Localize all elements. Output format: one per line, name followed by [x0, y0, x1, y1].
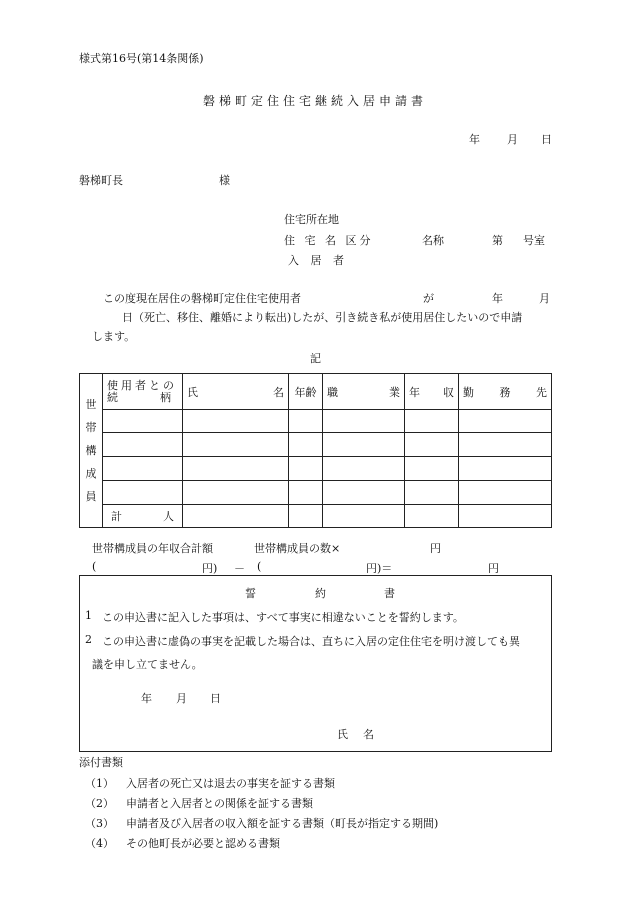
attachment-num: （1）	[85, 777, 114, 790]
member-count-label: 世帯構成員の数×	[254, 542, 341, 555]
attachment-text: 申請者と入居者との関係を証する書類	[126, 797, 313, 810]
ki-mark: 記	[310, 352, 321, 365]
cell[interactable]	[103, 481, 183, 505]
header-relation	[103, 374, 183, 410]
header-job	[323, 374, 405, 410]
body-line1-a: この度現在居住の磐梯町定住住宅使用者	[103, 292, 301, 305]
cell[interactable]	[323, 481, 405, 505]
cell[interactable]	[289, 410, 323, 433]
pledge-sign-a: 氏	[337, 728, 348, 741]
room-number-suffix: 号室	[523, 234, 545, 247]
minus-sign: －	[234, 562, 245, 575]
body-line2: 日（死亡、移住、離婚により転出)したが、引き続き私が使用居住したいので申請	[122, 311, 523, 324]
header-work-a: 勤	[463, 385, 474, 399]
header-name	[183, 374, 289, 410]
cell[interactable]	[289, 457, 323, 481]
header-relation-b: 柄	[160, 390, 174, 404]
attachment-num: （4）	[85, 837, 114, 850]
pledge-title-c: 書	[384, 587, 395, 600]
room-number-prefix: 第	[492, 234, 503, 247]
paren-open-2: (	[257, 560, 262, 573]
pledge-title-a: 誓	[245, 587, 256, 600]
side-char: 世	[85, 398, 97, 411]
addressee-honorific: 様	[219, 174, 230, 187]
header-relation-a: 続	[107, 390, 121, 404]
paren-open-1: (	[92, 560, 97, 573]
header-name-a: 氏	[187, 385, 198, 399]
side-char: 成	[85, 467, 97, 480]
table-row	[80, 481, 552, 505]
form-number: 様式第16号(第14条関係)	[79, 52, 204, 65]
cell[interactable]	[183, 481, 289, 505]
side-char: 帯	[85, 421, 97, 434]
pledge-date-year: 年	[141, 692, 152, 705]
cell[interactable]	[323, 410, 405, 433]
pledge-title-b: 約	[315, 587, 326, 600]
cell[interactable]	[459, 481, 552, 505]
header-workplace	[459, 374, 552, 410]
header-relation-line1: 使用者との	[107, 378, 177, 392]
header-job-a: 職	[327, 385, 338, 399]
table-row	[80, 410, 552, 433]
body-line1-b: が	[423, 292, 434, 305]
cell[interactable]	[323, 457, 405, 481]
cell[interactable]	[289, 505, 323, 528]
cell[interactable]	[405, 410, 459, 433]
header-income-b: 収	[443, 385, 454, 399]
total-label	[103, 505, 183, 528]
addressee-office: 磐梯町長	[79, 174, 123, 187]
cell[interactable]	[459, 505, 552, 528]
pledge-date-month: 月	[176, 692, 187, 705]
side-char: 構	[85, 444, 97, 457]
attachment-num: （3）	[85, 817, 114, 830]
header-age: 年齢	[289, 374, 323, 410]
pledge-sign-b: 名	[363, 728, 374, 741]
side-char: 員	[85, 490, 97, 503]
pledge-item2-num: 2	[85, 633, 92, 646]
cell[interactable]	[103, 410, 183, 433]
cell[interactable]	[405, 457, 459, 481]
header-job-b: 業	[389, 385, 400, 399]
attachment-text: その他町長が必要と認める書類	[126, 837, 280, 850]
header-income-a: 年	[409, 385, 420, 399]
date-year: 年	[469, 133, 480, 146]
cell[interactable]	[103, 433, 183, 457]
header-income	[405, 374, 459, 410]
cell[interactable]	[289, 481, 323, 505]
cell[interactable]	[459, 433, 552, 457]
cell[interactable]	[405, 505, 459, 528]
income-total-label: 世帯構成員の年収合計額	[92, 542, 213, 555]
housing-label: 住 宅 名 区分	[284, 234, 374, 247]
income-yen-2: 円	[488, 562, 499, 575]
cell[interactable]	[405, 481, 459, 505]
household-side-label	[80, 374, 103, 528]
body-line1-c: 年	[492, 292, 503, 305]
pledge-date-day: 日	[210, 692, 221, 705]
cell[interactable]	[183, 410, 289, 433]
pledge-item1: この申込書に記入した事項は、すべて事実に相違ないことを誓約します。	[102, 611, 464, 624]
cell[interactable]	[323, 505, 405, 528]
cell[interactable]	[405, 433, 459, 457]
cell[interactable]	[103, 457, 183, 481]
cell[interactable]	[323, 433, 405, 457]
date-month: 月	[507, 133, 518, 146]
pledge-item2-line2: 議を申し立てません。	[92, 658, 203, 671]
attachments-heading: 添付書類	[79, 756, 123, 769]
attachment-text: 申請者及び入居者の収入額を証する書類（町長が指定する期間)	[126, 817, 439, 830]
cell[interactable]	[183, 505, 289, 528]
total-label-a: 計	[111, 510, 122, 523]
resident-label: 入 居 者	[288, 254, 348, 267]
income-yen-1: 円	[430, 542, 441, 555]
household-table	[79, 373, 552, 528]
table-header-row	[80, 374, 552, 410]
attachment-text: 入居者の死亡又は退去の事実を証する書類	[126, 777, 335, 790]
date-day: 日	[541, 133, 552, 146]
cell[interactable]	[183, 433, 289, 457]
body-line3: します。	[92, 330, 136, 343]
name-label: 名称	[422, 234, 444, 247]
table-row	[80, 457, 552, 481]
table-row	[80, 433, 552, 457]
header-name-b: 名	[273, 385, 284, 399]
page-title: 磐梯町定住住宅継続入居申請書	[203, 94, 428, 108]
body-line1-d: 月	[539, 292, 550, 305]
total-label-b: 人	[163, 510, 174, 523]
attachment-num: （2）	[85, 797, 114, 810]
table-total-row	[80, 505, 552, 528]
pledge-item2-line1: この申込書に虚偽の事実を記載した場合は、直ちに入居の定住住宅を明け渡しても異	[102, 635, 520, 648]
pledge-item1-num: 1	[85, 609, 92, 622]
cell[interactable]	[183, 457, 289, 481]
paren-close-2: 円)＝	[366, 562, 393, 575]
paren-close-1: 円)	[202, 562, 218, 575]
cell[interactable]	[459, 410, 552, 433]
cell[interactable]	[289, 433, 323, 457]
header-work-c: 先	[536, 385, 547, 399]
header-work-b: 務	[499, 385, 511, 399]
cell[interactable]	[459, 457, 552, 481]
location-label: 住宅所在地	[284, 213, 339, 226]
